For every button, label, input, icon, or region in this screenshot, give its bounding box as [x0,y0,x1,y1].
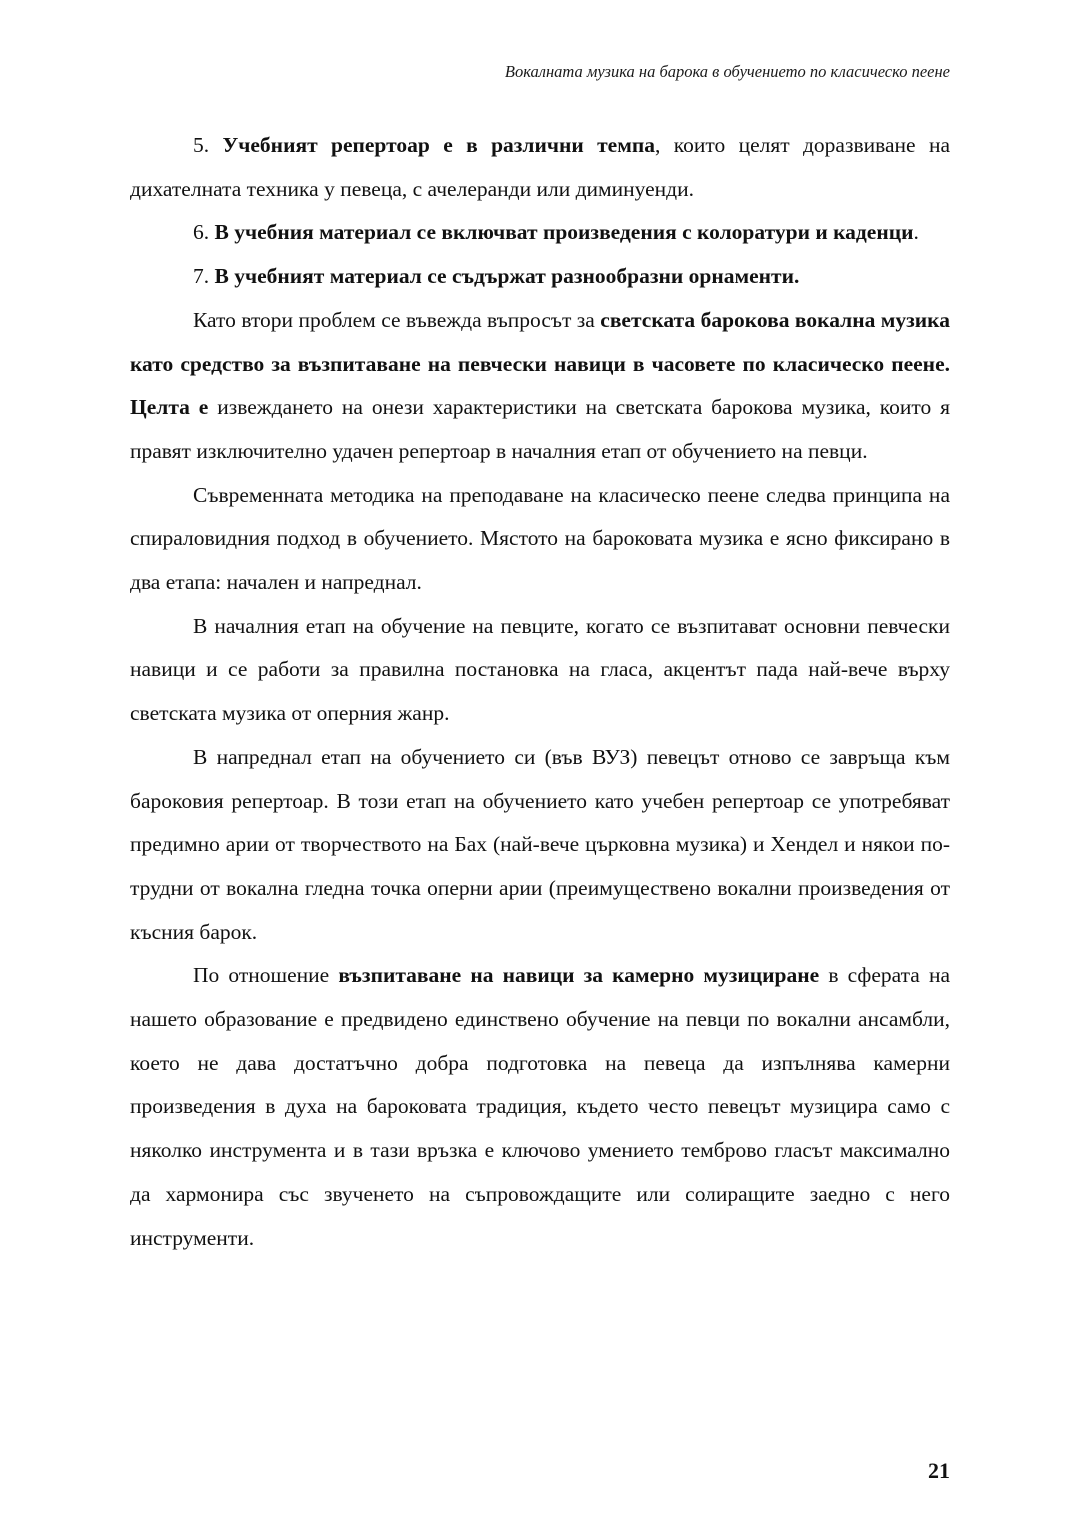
paragraph-text: извеждането на онези характеристики на светската барокова музика, които я правят изключително удачен репертоар в началния етап от обучението на певци. [130,395,950,463]
list-item-7 [130,255,950,299]
paragraph-text: По отношение [193,963,339,988]
list-number: 5. [193,133,210,157]
bold-phrase: Учебният репертоар е в различни темпа [222,133,656,157]
body-text [130,124,950,1260]
page-number: 21 [928,1458,950,1483]
list-item-6 [130,211,950,255]
list-item-5 [130,124,950,211]
paragraph-advanced-stage: В напреднал етап на обучението си (във ВУЗ) певецът отново се завръща към бароковия репертоар. В този етап на обучението като учебен репертоар се употребяват предимно арии от творчеството на Бах (най-вече църковна музика) и Хендел и някои по-трудни от вокална гледна точка оперни арии (преимуществено вокални произведения от късния барок. [130,744,950,944]
bold-phrase: възпитаване на навици за камерно музициране [338,963,820,988]
paragraph-text: Като втори проблем се въвежда въпросът за [193,307,601,332]
paragraph-text: , които целят доразвиване на дихателната техника у певеца, с ачелеранди или диминуенди. [130,133,950,201]
list-number: 7. [193,264,210,289]
paragraph-text: . [913,220,919,245]
bold-phrase: В учебният материал се съдържат разнообразни орнаменти. [214,264,800,289]
running-header: Вокалната музика на барока в обучението по класическо пеене [504,62,950,81]
paragraph-methodology: Съвременната методика на преподаване на класическо пеене следва принципа на спираловидния подход в обучението. Мястото на бароковата музика е ясно фиксирано в два етапа: начален и напреднал. [130,482,950,595]
paragraph-second-problem [130,299,950,474]
paragraph-initial-stage: В началния етап на обучение на певците, когато се възпитават основни певчески навици и се работи за правилна постановка на гласа, акцентът пада най-вече върху светската музика от оперния жанр. [130,613,950,726]
bold-phrase: В учебния материал се включват произведения с колоратури и каденци [214,220,914,245]
paragraph-text: в сферата на нашето образование е предвидено единствено обучение на певци по вокални ансамбли, което не дава достатъчно добра подготовка на певеца да изпълнява камерни произведения в духа на бароковата традиция, където често певецът музицира само с няколко инструмента и в тази връзка е ключово умението темброво гласът максимално да хармонира със звученето на съпровождащите или солиращите заедно с него инструменти. [130,963,950,1250]
list-number: 6. [193,220,210,245]
paragraph-chamber-music [130,954,950,1260]
bold-phrase: светската барокова вокална музика като средство за възпитаване на певчески навици в часовете по класическо пеене. Целта е [130,307,950,420]
